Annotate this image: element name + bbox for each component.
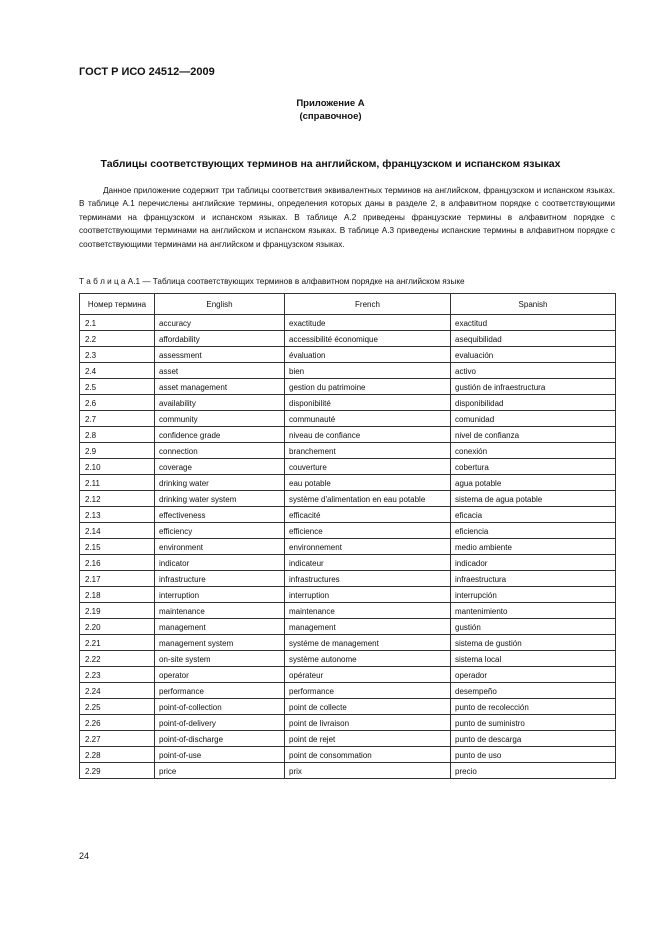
table-row — [80, 635, 616, 651]
table-row — [80, 555, 616, 571]
spanish-term-cell: sistema de agua potable — [451, 491, 616, 507]
french-term-cell: communauté — [285, 411, 451, 427]
term-number-cell: 2.20 — [80, 619, 155, 635]
spanish-term-cell: precio — [451, 763, 616, 779]
english-term-cell: point-of-use — [155, 747, 285, 763]
spanish-term-cell: sistema de gustión — [451, 635, 616, 651]
spanish-term-cell: punto de recolección — [451, 699, 616, 715]
french-term-cell: exactitude — [285, 315, 451, 331]
spanish-term-cell: infraestructura — [451, 571, 616, 587]
table-row — [80, 411, 616, 427]
table-row — [80, 715, 616, 731]
french-term-cell: disponibilité — [285, 395, 451, 411]
english-term-cell: operator — [155, 667, 285, 683]
table-row — [80, 427, 616, 443]
french-term-cell: efficacité — [285, 507, 451, 523]
spanish-term-cell: evaluación — [451, 347, 616, 363]
spanish-term-cell: punto de descarga — [451, 731, 616, 747]
header-english: English — [155, 294, 285, 315]
term-number-cell: 2.15 — [80, 539, 155, 555]
spanish-term-cell: asequibilidad — [451, 331, 616, 347]
english-term-cell: environment — [155, 539, 285, 555]
french-term-cell: performance — [285, 683, 451, 699]
table-row — [80, 347, 616, 363]
table-row — [80, 683, 616, 699]
spanish-term-cell: gustión — [451, 619, 616, 635]
table-row — [80, 747, 616, 763]
french-term-cell: couverture — [285, 459, 451, 475]
term-number-cell: 2.8 — [80, 427, 155, 443]
spanish-term-cell: activo — [451, 363, 616, 379]
spanish-term-cell: comunidad — [451, 411, 616, 427]
term-number-cell: 2.14 — [80, 523, 155, 539]
english-term-cell: performance — [155, 683, 285, 699]
english-term-cell: community — [155, 411, 285, 427]
french-term-cell: eau potable — [285, 475, 451, 491]
table-row — [80, 379, 616, 395]
spanish-term-cell: interrupción — [451, 587, 616, 603]
english-term-cell: asset management — [155, 379, 285, 395]
english-term-cell: interruption — [155, 587, 285, 603]
term-number-cell: 2.25 — [80, 699, 155, 715]
spanish-term-cell: eficiencia — [451, 523, 616, 539]
french-term-cell: point de collecte — [285, 699, 451, 715]
spanish-term-cell: punto de suministro — [451, 715, 616, 731]
english-term-cell: accuracy — [155, 315, 285, 331]
term-number-cell: 2.29 — [80, 763, 155, 779]
term-number-cell: 2.19 — [80, 603, 155, 619]
annex-subtitle: (справочное) — [299, 111, 362, 122]
spanish-term-cell: disponibilidad — [451, 395, 616, 411]
table-row — [80, 699, 616, 715]
term-number-cell: 2.24 — [80, 683, 155, 699]
spanish-term-cell: punto de uso — [451, 747, 616, 763]
french-term-cell: point de livraison — [285, 715, 451, 731]
annex-main-title: Таблицы соответствующих терминов на английском, французском и испанском языках — [100, 158, 561, 170]
table-row — [80, 443, 616, 459]
term-number-cell: 2.3 — [80, 347, 155, 363]
term-number-cell: 2.26 — [80, 715, 155, 731]
term-number-cell: 2.23 — [80, 667, 155, 683]
english-term-cell: maintenance — [155, 603, 285, 619]
term-number-cell: 2.18 — [80, 587, 155, 603]
term-number-cell: 2.16 — [80, 555, 155, 571]
french-term-cell: accessibilité économique — [285, 331, 451, 347]
table-row — [80, 523, 616, 539]
term-number-cell: 2.27 — [80, 731, 155, 747]
english-term-cell: drinking water system — [155, 491, 285, 507]
term-number-cell: 2.5 — [80, 379, 155, 395]
term-number-cell: 2.7 — [80, 411, 155, 427]
header-french: French — [285, 294, 451, 315]
spanish-term-cell: exactitud — [451, 315, 616, 331]
table-row — [80, 331, 616, 347]
french-term-cell: maintenance — [285, 603, 451, 619]
french-term-cell: systéme de management — [285, 635, 451, 651]
spanish-term-cell: nivel de confianza — [451, 427, 616, 443]
table-row — [80, 587, 616, 603]
table-row — [80, 315, 616, 331]
header-row — [80, 294, 616, 315]
table-row — [80, 651, 616, 667]
french-term-cell: opérateur — [285, 667, 451, 683]
english-term-cell: connection — [155, 443, 285, 459]
english-term-cell: infrastructure — [155, 571, 285, 587]
french-term-cell: interruption — [285, 587, 451, 603]
spanish-term-cell: desempeño — [451, 683, 616, 699]
term-number-cell: 2.17 — [80, 571, 155, 587]
term-number-cell: 2.9 — [80, 443, 155, 459]
spanish-term-cell: agua potable — [451, 475, 616, 491]
term-number-cell: 2.4 — [80, 363, 155, 379]
english-term-cell: efficiency — [155, 523, 285, 539]
english-term-cell: point-of-delivery — [155, 715, 285, 731]
french-term-cell: branchement — [285, 443, 451, 459]
term-number-cell: 2.1 — [80, 315, 155, 331]
english-term-cell: point-of-collection — [155, 699, 285, 715]
document-code: ГОСТ Р ИСО 24512—2009 — [79, 66, 215, 78]
table-row — [80, 395, 616, 411]
term-number-cell: 2.2 — [80, 331, 155, 347]
english-term-cell: affordability — [155, 331, 285, 347]
table-row — [80, 571, 616, 587]
spanish-term-cell: operador — [451, 667, 616, 683]
english-term-cell: assessment — [155, 347, 285, 363]
french-term-cell: évaluation — [285, 347, 451, 363]
english-term-cell: availability — [155, 395, 285, 411]
spanish-term-cell: eficacia — [451, 507, 616, 523]
english-term-cell: management system — [155, 635, 285, 651]
french-term-cell: gestion du patrimoine — [285, 379, 451, 395]
french-term-cell: indicateur — [285, 555, 451, 571]
table-row — [80, 731, 616, 747]
table-row — [80, 475, 616, 491]
spanish-term-cell: medio ambiente — [451, 539, 616, 555]
french-term-cell: prix — [285, 763, 451, 779]
spanish-term-cell: gustión de infraestructura — [451, 379, 616, 395]
terms-table-header — [80, 294, 616, 315]
english-term-cell: point-of-discharge — [155, 731, 285, 747]
table-caption: Т а б л и ц а А.1 — Таблица соответствующих терминов в алфавитном порядке на английском языке — [79, 277, 465, 286]
spanish-term-cell: indicador — [451, 555, 616, 571]
french-term-cell: bien — [285, 363, 451, 379]
french-term-cell: point de rejet — [285, 731, 451, 747]
spanish-term-cell: sistema local — [451, 651, 616, 667]
table-row — [80, 507, 616, 523]
term-number-cell: 2.28 — [80, 747, 155, 763]
header-term-number: Номер термина — [80, 294, 155, 315]
french-term-cell: système d'alimentation en eau potable — [285, 491, 451, 507]
french-term-cell: environnement — [285, 539, 451, 555]
term-number-cell: 2.12 — [80, 491, 155, 507]
spanish-term-cell: cobertura — [451, 459, 616, 475]
terms-table — [79, 293, 616, 779]
table-row — [80, 619, 616, 635]
english-term-cell: drinking water — [155, 475, 285, 491]
table-row — [80, 459, 616, 475]
english-term-cell: on-site system — [155, 651, 285, 667]
english-term-cell: price — [155, 763, 285, 779]
table-row — [80, 667, 616, 683]
term-number-cell: 2.11 — [80, 475, 155, 491]
english-term-cell: effectiveness — [155, 507, 285, 523]
term-number-cell: 2.13 — [80, 507, 155, 523]
terms-table-body — [80, 315, 616, 779]
table-row — [80, 363, 616, 379]
french-term-cell: système autonome — [285, 651, 451, 667]
term-number-cell: 2.10 — [80, 459, 155, 475]
french-term-cell: management — [285, 619, 451, 635]
english-term-cell: confidence grade — [155, 427, 285, 443]
spanish-term-cell: mantenimiento — [451, 603, 616, 619]
term-number-cell: 2.6 — [80, 395, 155, 411]
french-term-cell: infrastructures — [285, 571, 451, 587]
table-row — [80, 539, 616, 555]
english-term-cell: indicator — [155, 555, 285, 571]
table-row — [80, 491, 616, 507]
header-spanish: Spanish — [451, 294, 616, 315]
english-term-cell: asset — [155, 363, 285, 379]
annex-title: Приложение А — [296, 98, 365, 109]
spanish-term-cell: conexión — [451, 443, 616, 459]
french-term-cell: efficience — [285, 523, 451, 539]
page-number: 24 — [79, 851, 90, 861]
term-number-cell: 2.21 — [80, 635, 155, 651]
annex-heading — [0, 97, 661, 123]
intro-paragraph: Данное приложение содержит три таблицы соответствия эквивалентных терминов на английском, французском и испанском языках. В таблице А.1 перечислены английские термины, определения которых даны в разделе 2, в алфавитном порядке с соответствующими терминами на французском и испанском языках. В таблице А.2 приведены французские термины в алфавитном порядке с соответствующими терминами на английском и испанском языках. В таблице А.3 приведены испанские термины в алфавитном порядке с соответствующими терминами на английском и французском языках. — [79, 186, 615, 249]
english-term-cell: coverage — [155, 459, 285, 475]
table-row — [80, 603, 616, 619]
english-term-cell: management — [155, 619, 285, 635]
table-row — [80, 763, 616, 779]
term-number-cell: 2.22 — [80, 651, 155, 667]
french-term-cell: niveau de confiance — [285, 427, 451, 443]
french-term-cell: point de consommation — [285, 747, 451, 763]
